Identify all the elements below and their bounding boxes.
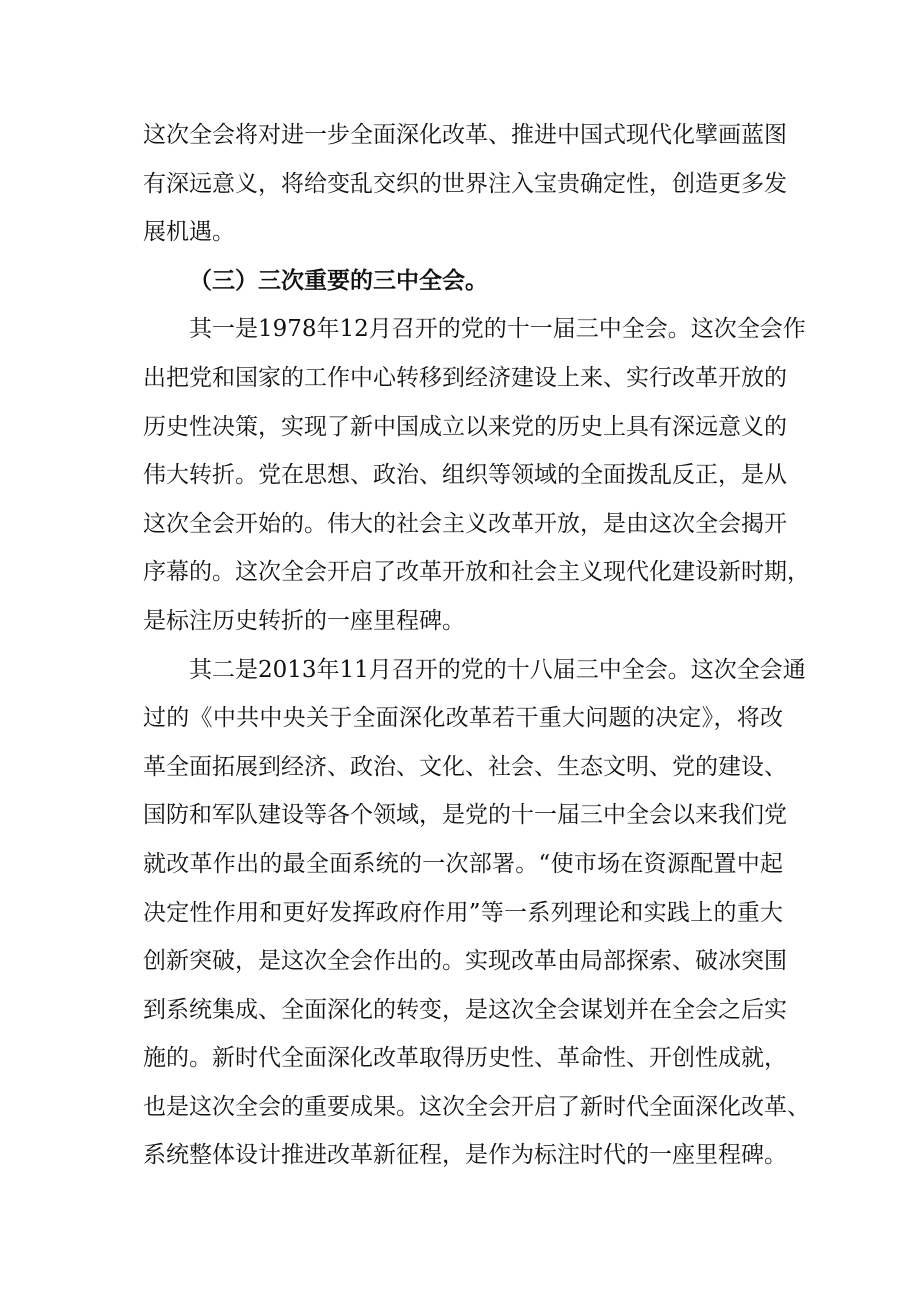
text-line: 也是这次全会的重要成果。这次全会开启了新时代全面深化改革、 [143, 1093, 810, 1120]
text-line: 展机遇。 [143, 219, 235, 246]
text-line: 这次全会将对进一步全面深化改革、推进中国式现代化擘画蓝图 [143, 122, 787, 148]
text-line: 国防和军队建设等各个领域，是党的十一届三中全会以来我们党 [143, 802, 787, 829]
section-heading: （三）三次重要的三中全会。 [189, 267, 488, 294]
text-line: 其一是1978年12月召开的党的十一届三中全会。这次全会作 [189, 316, 806, 343]
text-line: 其二是2013年11月召开的党的十八届三中全会。这次全会通 [189, 656, 806, 683]
text-line: 到系统集成、全面深化的转变，是这次全会谋划并在全会之后实 [143, 996, 787, 1023]
text-line: 革全面拓展到经济、政治、文化、社会、生态文明、党的建设、 [143, 753, 787, 780]
text-line: 决定性作用和更好发挥政府作用”等一系列理论和实践上的重大 [143, 899, 783, 926]
text-line: 就改革作出的最全面系统的一次部署。“使市场在资源配置中起 [143, 850, 783, 877]
text-line: 是标注历史转折的一座里程碑。 [143, 607, 465, 634]
text-line: 施的。新时代全面深化改革取得历史性、革命性、开创性成就， [143, 1045, 787, 1072]
text-line: 序幕的。这次全会开启了改革开放和社会主义现代化建设新时期， [143, 559, 810, 586]
paragraph-intro [143, 111, 787, 257]
text-line: 创新突破，是这次全会作出的。实现改革由局部探索、破冰突围 [143, 948, 787, 975]
text-line: 系统整体设计推进改革新征程，是作为标注时代的一座里程碑。 [143, 1142, 787, 1169]
paragraph-second-plenum [143, 646, 810, 1181]
text-line: 这次全会开始的。伟大的社会主义改革开放，是由这次全会揭开 [143, 510, 787, 537]
text-line: 历史性决策，实现了新中国成立以来党的历史上具有深远意义的 [143, 413, 787, 440]
text-line: 出把党和国家的工作中心转移到经济建设上来、实行改革开放的 [143, 364, 787, 391]
text-line: 伟大转折。党在思想、政治、组织等领域的全面拨乱反正，是从 [143, 462, 787, 489]
document-body [143, 111, 810, 1180]
text-line: 过的《中共中央关于全面深化改革若干重大问题的决定》，将改 [143, 705, 783, 732]
text-line: 有深远意义，将给变乱交织的世界注入宝贵确定性，创造更多发 [143, 170, 787, 197]
paragraph-first-plenum [143, 305, 810, 645]
